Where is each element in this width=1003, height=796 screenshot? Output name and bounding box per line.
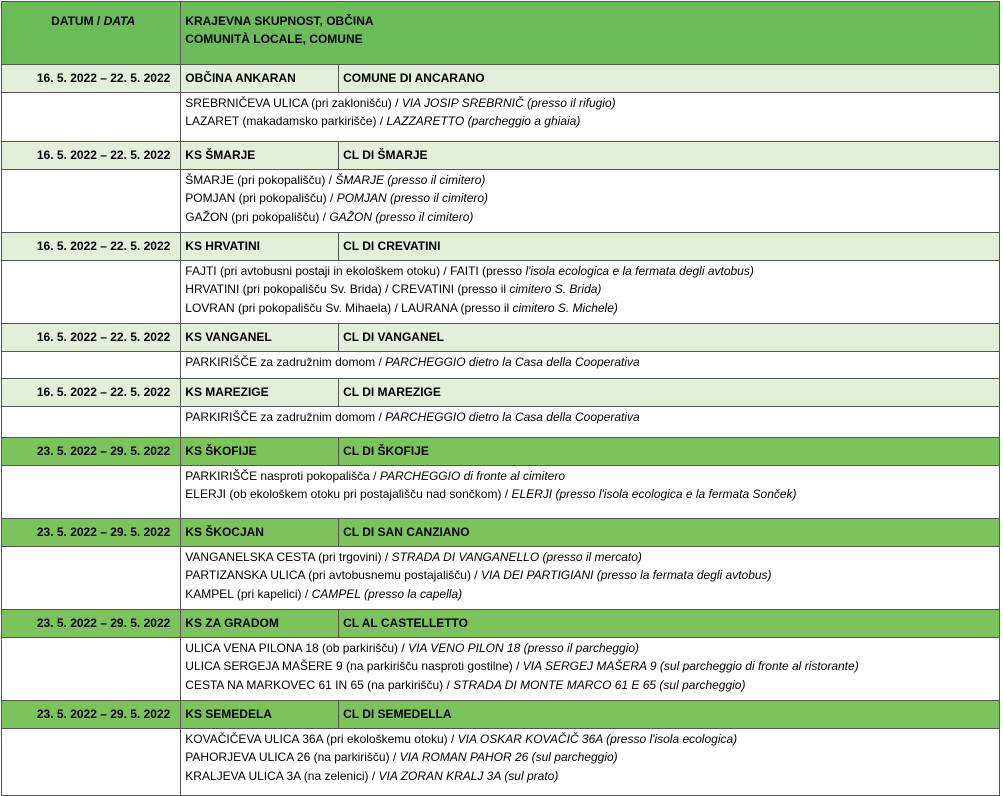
location-slovene: FAJTI (pri avtobusni postaji in ekološkem otoku) / FAITI (presso bbox=[185, 264, 526, 278]
region-column-header bbox=[181, 2, 1000, 65]
location-entry bbox=[185, 748, 999, 766]
locations-row bbox=[2, 170, 1000, 233]
empty-date-cell bbox=[2, 352, 181, 379]
location-entry bbox=[185, 485, 999, 503]
location-italian: LAZZARETTO (parcheggio a ghiaia) bbox=[386, 114, 581, 129]
location-slovene: PARKIRIŠČE za zadružnim domom / bbox=[185, 410, 386, 424]
community-name-sl: KS VANGANEL bbox=[181, 324, 339, 352]
location-slovene: POMJAN (pri pokopališču) / bbox=[185, 191, 337, 206]
community-name-it: CL AL CASTELLETTO bbox=[339, 610, 1000, 638]
region-header-line1: KRAJEVNA SKUPNOST, OBČINA bbox=[185, 14, 374, 28]
location-entry bbox=[185, 208, 999, 226]
community-name-sl: KS ŠKOCJAN bbox=[181, 519, 339, 547]
location-italian: STRADA DI MONTE MARCO 61 E 65 (sul parcheggio) bbox=[453, 677, 746, 692]
date-cell: 16. 5. 2022 – 22. 5. 2022 bbox=[2, 65, 181, 93]
community-name-sl: KS MAREZIGE bbox=[181, 379, 339, 407]
community-name-it: CL DI SAN CANZIANO bbox=[339, 519, 1000, 547]
location-entry bbox=[185, 94, 999, 112]
location-italian: CAMPEL (presso la capella) bbox=[311, 586, 463, 601]
date-cell: 16. 5. 2022 – 22. 5. 2022 bbox=[2, 379, 181, 407]
locations-row bbox=[2, 407, 1000, 438]
locations-cell bbox=[181, 638, 1000, 701]
community-name-it: CL DI MAREZIGE bbox=[339, 379, 1000, 407]
community-name-sl: KS SEMEDELA bbox=[181, 701, 339, 729]
locations-row bbox=[2, 352, 1000, 379]
table-header-row bbox=[2, 2, 1000, 65]
locations-cell bbox=[181, 729, 1000, 796]
date-cell: 16. 5. 2022 – 22. 5. 2022 bbox=[2, 324, 181, 352]
group-header-row bbox=[2, 65, 1000, 93]
date-column-header bbox=[2, 2, 181, 65]
empty-date-cell bbox=[2, 729, 181, 796]
locations-row bbox=[2, 638, 1000, 701]
group-header-row bbox=[2, 324, 1000, 352]
community-name-sl: KS HRVATINI bbox=[181, 233, 339, 261]
location-entry bbox=[185, 299, 999, 317]
location-entry bbox=[185, 467, 999, 485]
locations-row bbox=[2, 466, 1000, 519]
locations-cell bbox=[181, 170, 1000, 233]
group-header-row bbox=[2, 701, 1000, 729]
location-italian: VIA ZORAN KRALJ 3A (sul prato) bbox=[378, 768, 559, 783]
location-slovene: CESTA NA MARKOVEC 61 IN 65 (na parkirišču) / bbox=[185, 677, 454, 692]
location-italian: l'isola ecologica e la fermata degli avtobus) bbox=[525, 264, 754, 278]
location-entry bbox=[185, 566, 999, 584]
location-italian: PARCHEGGIO di fronte al cimitero bbox=[379, 469, 565, 483]
location-entry bbox=[185, 767, 999, 785]
location-slovene: SREBRNIČEVA ULICA (pri zaklonišču) / bbox=[185, 96, 402, 110]
community-name-it: CL DI VANGANEL bbox=[339, 324, 1000, 352]
location-slovene: KRALJEVA ULICA 3A (na zelenici) / bbox=[185, 768, 379, 783]
group-header-row bbox=[2, 379, 1000, 407]
location-slovene: ULICA SERGEJA MAŠERE 9 (na parkirišču nasproti gostilne) / bbox=[185, 659, 523, 674]
empty-date-cell bbox=[2, 547, 181, 610]
location-italian: ŠMARJE (presso il cimitero) bbox=[335, 173, 486, 187]
location-entry bbox=[185, 262, 999, 280]
location-entry bbox=[185, 676, 999, 694]
date-cell: 16. 5. 2022 – 22. 5. 2022 bbox=[2, 142, 181, 170]
location-entry bbox=[185, 730, 999, 748]
location-italian: VIA VENO PILON 18 (presso il parcheggio) bbox=[408, 641, 640, 655]
location-slovene: ELERJI (ob ekološkem otoku pri postajališču nad sončkom) / bbox=[185, 487, 512, 502]
empty-date-cell bbox=[2, 407, 181, 438]
location-italian: VIA DEI PARTIGIANI (presso la fermata degli avtobus) bbox=[480, 568, 772, 583]
date-header-plain: DATUM / bbox=[51, 14, 104, 28]
community-name-sl: OBČINA ANKARAN bbox=[181, 65, 339, 93]
group-header-row bbox=[2, 142, 1000, 170]
location-entry bbox=[185, 171, 999, 189]
community-name-sl: KS ŠMARJE bbox=[181, 142, 339, 170]
location-slovene: VANGANELSKA CESTA (pri trgovini) / bbox=[185, 550, 392, 564]
locations-cell bbox=[181, 466, 1000, 519]
location-entry bbox=[185, 112, 999, 130]
community-name-it: CL DI SEMEDELLA bbox=[339, 701, 1000, 729]
date-cell: 16. 5. 2022 – 22. 5. 2022 bbox=[2, 233, 181, 261]
location-slovene: PARKIRIŠČE nasproti pokopališča / bbox=[185, 469, 380, 483]
location-slovene: ŠMARJE (pri pokopališču) / bbox=[185, 173, 336, 187]
date-cell: 23. 5. 2022 – 29. 5. 2022 bbox=[2, 519, 181, 547]
community-name-sl: KS ŠKOFIJE bbox=[181, 438, 339, 466]
location-slovene: KOVAČIČEVA ULICA 36A (pri ekološkemu otoku) / bbox=[185, 732, 458, 746]
location-slovene: ULICA VENA PILONA 18 (ob parkirišču) / bbox=[185, 641, 409, 655]
community-name-it: CL DI ŠMARJE bbox=[339, 142, 1000, 170]
locations-row bbox=[2, 93, 1000, 142]
community-name-it: COMUNE DI ANCARANO bbox=[339, 65, 1000, 93]
group-header-row bbox=[2, 233, 1000, 261]
location-slovene: PAHORJEVA ULICA 26 (na parkirišču) / bbox=[185, 750, 400, 765]
location-italian: GAŽON (presso il cimitero) bbox=[329, 209, 474, 224]
community-name-it: CL DI CREVATINI bbox=[339, 233, 1000, 261]
location-italian: VIA SERGEJ MAŠERA 9 (sul parcheggio di fronte al ristorante) bbox=[522, 659, 859, 674]
location-entry bbox=[185, 548, 999, 566]
group-header-row bbox=[2, 610, 1000, 638]
location-slovene: LAZARET (makadamsko parkirišče) / bbox=[185, 114, 387, 129]
locations-cell bbox=[181, 261, 1000, 324]
location-slovene: PARTIZANSKA ULICA (pri avtobusnemu postajališču) / bbox=[185, 568, 481, 583]
region-header-line2: COMUNITÀ LOCALE, COMUNE bbox=[185, 32, 363, 47]
empty-date-cell bbox=[2, 638, 181, 701]
location-italian: cimitero S. Michele) bbox=[512, 300, 618, 315]
location-slovene: LOVRAN (pri pokopališču Sv. Mihaela) / LAURANA (presso il bbox=[185, 300, 513, 315]
location-italian: cimitero S. Brida) bbox=[509, 282, 602, 297]
location-slovene: HRVATINI (pri pokopališču Sv. Brida) / CREVATINI (presso il bbox=[185, 282, 510, 297]
location-entry bbox=[185, 280, 999, 298]
community-name-it: CL DI ŠKOFIJE bbox=[339, 438, 1000, 466]
location-italian: POMJAN (presso il cimitero) bbox=[336, 191, 489, 206]
empty-date-cell bbox=[2, 170, 181, 233]
location-entry bbox=[185, 189, 999, 207]
location-italian: ELERJI (presso l'isola ecologica e la fermata Sonček) bbox=[511, 487, 797, 502]
locations-cell bbox=[181, 352, 1000, 379]
location-italian: VIA OSKAR KOVAČIČ 36A (presso l'isola ecologica) bbox=[457, 732, 738, 746]
location-entry bbox=[185, 657, 999, 675]
empty-date-cell bbox=[2, 261, 181, 324]
location-entry bbox=[185, 408, 999, 426]
location-slovene: GAŽON (pri pokopališču) / bbox=[185, 209, 330, 224]
community-name-sl: KS ZA GRADOM bbox=[181, 610, 339, 638]
location-italian: STRADA DI VANGANELLO (presso il mercato) bbox=[391, 550, 642, 564]
date-header-italic: DATA bbox=[103, 14, 136, 28]
locations-cell bbox=[181, 93, 1000, 142]
location-italian: VIA JOSIP SREBRNIČ (presso il rifugio) bbox=[401, 96, 616, 110]
location-entry bbox=[185, 639, 999, 657]
locations-cell bbox=[181, 547, 1000, 610]
collection-schedule-table bbox=[1, 1, 1000, 796]
empty-date-cell bbox=[2, 466, 181, 519]
location-slovene: PARKIRIŠČE za zadružnim domom / bbox=[185, 355, 386, 369]
location-italian: VIA ROMAN PAHOR 26 (sul parcheggio) bbox=[399, 750, 618, 765]
group-header-row bbox=[2, 519, 1000, 547]
date-cell: 23. 5. 2022 – 29. 5. 2022 bbox=[2, 701, 181, 729]
locations-row bbox=[2, 729, 1000, 796]
date-cell: 23. 5. 2022 – 29. 5. 2022 bbox=[2, 610, 181, 638]
location-slovene: KAMPEL (pri kapelici) / bbox=[185, 586, 312, 601]
location-entry bbox=[185, 353, 999, 371]
location-italian: PARCHEGGIO dietro la Casa della Cooperativa bbox=[385, 410, 640, 424]
locations-cell bbox=[181, 407, 1000, 438]
group-header-row bbox=[2, 438, 1000, 466]
location-entry bbox=[185, 585, 999, 603]
locations-row bbox=[2, 261, 1000, 324]
location-italian: PARCHEGGIO dietro la Casa della Cooperativa bbox=[385, 355, 640, 369]
locations-row bbox=[2, 547, 1000, 610]
date-cell: 23. 5. 2022 – 29. 5. 2022 bbox=[2, 438, 181, 466]
empty-date-cell bbox=[2, 93, 181, 142]
